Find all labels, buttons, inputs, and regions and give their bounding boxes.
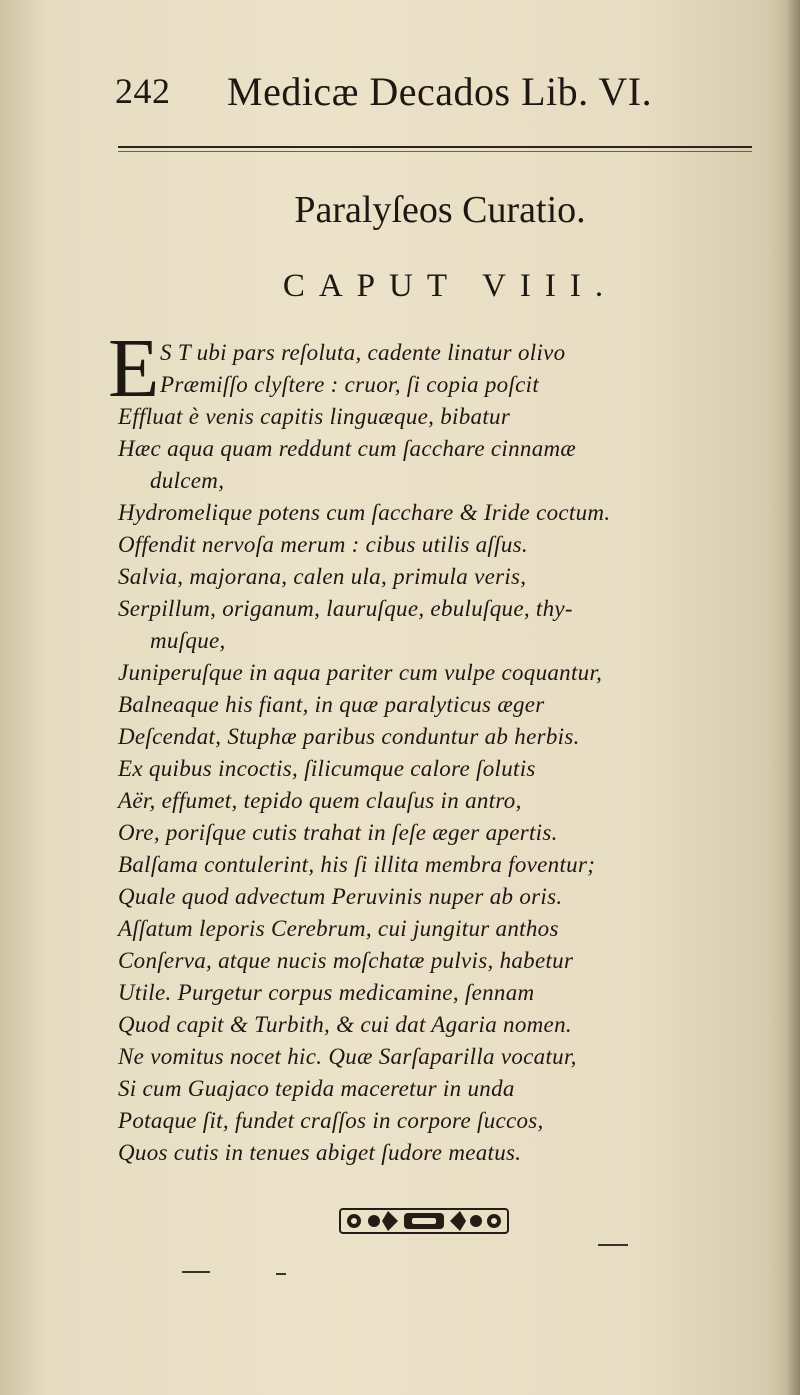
section-title: Paralyſeos Curatio. [294, 189, 586, 231]
verse-line: Ore, poriſque cutis trahat in ſeſe æger apertis. [118, 820, 558, 845]
verse-line: Juniperuſque in aqua pariter cum vulpe coquantur, [118, 660, 603, 685]
verse-line: Balneaque his fiant, in quæ paralyticus æger [118, 692, 545, 717]
verse-line: Præmiſſo clyſtere : cruor, ſi copia poſcit [160, 372, 540, 397]
running-header [115, 68, 715, 118]
verse-line: muſque, [150, 628, 226, 653]
verse-line: Quod capit & Turbith, & cui dat Agaria nomen. [118, 1012, 572, 1037]
verse-line: Hæc aqua quam reddunt cum ſacchare cinnamæ [118, 436, 577, 461]
header-rule-thin [118, 151, 752, 152]
verse-line: Effluat è venis capitis linguæque, bibatur [118, 404, 511, 429]
verse-line: Aër, effumet, tepido quem clauſus in antro, [118, 788, 522, 813]
verse-line: dulcem, [150, 468, 225, 493]
verse-line: Utile. Purgetur corpus medicamine, ſennam [118, 980, 535, 1005]
verse-line: Balſama contulerint, his ſi illita membra foventur; [118, 852, 596, 877]
verse-line: Serpillum, origanum, lauruſque, ebuluſque, thy- [118, 596, 573, 621]
ornament-icon [336, 1203, 512, 1239]
ink-mark [598, 1244, 628, 1246]
verse-line: Salvia, majorana, calen ula, primula veris, [118, 564, 527, 589]
page-number: 242 [115, 71, 171, 111]
verse-line: Aſſatum leporis Cerebrum, cui jungitur anthos [118, 916, 559, 941]
header-rule [118, 146, 752, 148]
verse-line: Hydromelique potens cum ſacchare & Iride coctum. [118, 500, 611, 525]
verse-line: Potaque ſit, fundet craſſos in corpore ſuccos, [118, 1108, 544, 1133]
verse-line: Ex quibus incoctis, ſilicumque calore ſolutis [118, 756, 536, 781]
verse-line: Quale quod advectum Peruvinis nuper ab oris. [118, 884, 563, 909]
ink-mark [182, 1271, 210, 1273]
verse-line: Ne vomitus nocet hic. Quæ Sarſaparilla vocatur, [118, 1044, 577, 1069]
running-title: Medicæ Decados Lib. VI. [227, 69, 653, 114]
verse-line: Deſcendat, Stuphæ paribus conduntur ab herbis. [118, 724, 580, 749]
verse-line: Si cum Guajaco tepida maceretur in unda [118, 1076, 515, 1101]
ink-mark [276, 1273, 286, 1275]
chapter-heading: CAPUT VIII. [282, 268, 618, 304]
printer-ornament [336, 1203, 512, 1239]
verse-line: Offendit nervoſa merum : cibus utilis aſſus. [118, 532, 528, 557]
drop-cap: E [108, 322, 160, 415]
verse-line: Conſerva, atque nucis moſchatæ pulvis, habetur [118, 948, 574, 973]
verse-line: Quos cutis in tenues abiget ſudore meatus. [118, 1140, 522, 1165]
verse-line: S T ubi pars reſoluta, cadente linatur olivo [160, 340, 566, 365]
